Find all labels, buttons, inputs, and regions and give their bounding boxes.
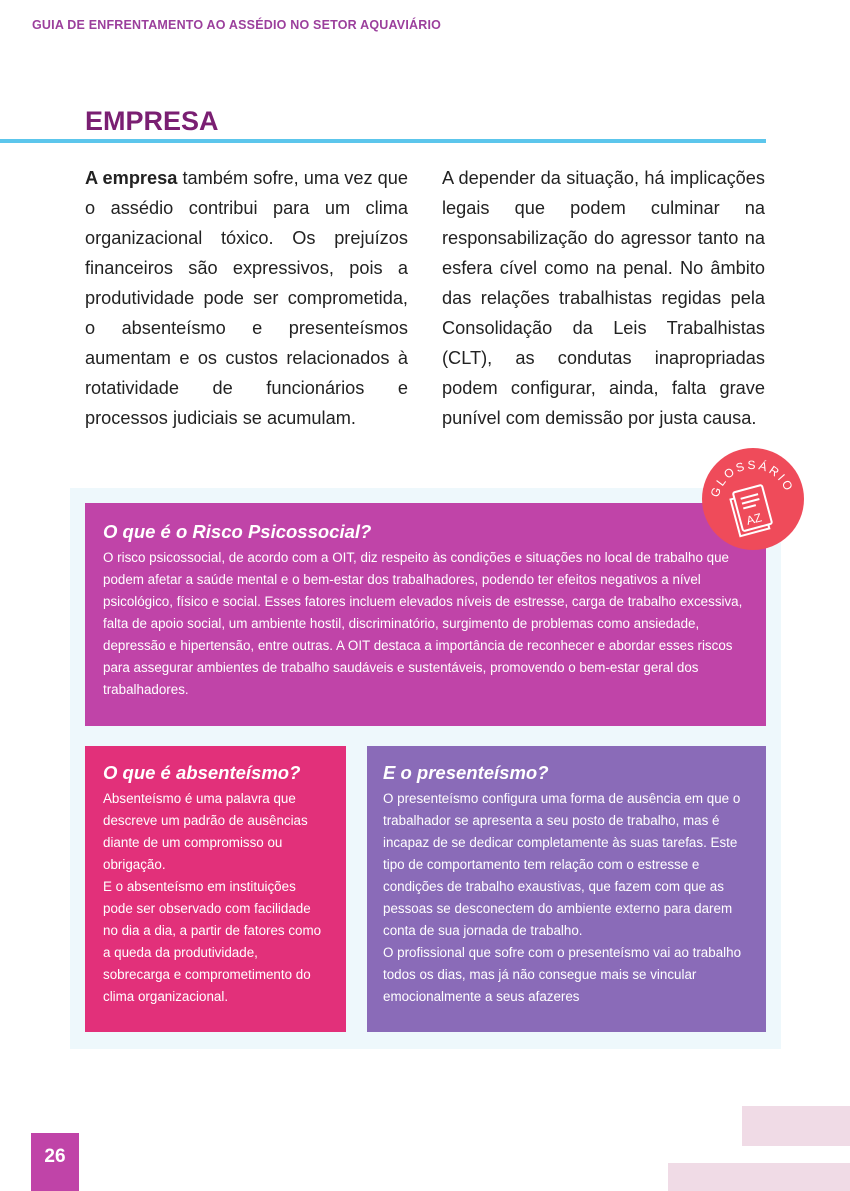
section-title: EMPRESA bbox=[85, 106, 219, 136]
page-number: 26 bbox=[31, 1133, 79, 1191]
presenteismo-box bbox=[367, 746, 766, 1032]
glossary-badge bbox=[702, 448, 804, 550]
box-text: Absenteísmo é uma palavra que descreve um padrão de ausências diante de um compromisso ou obrigação. bbox=[103, 791, 308, 872]
box-text: O profissional que sofre com o presenteísmo vai ao trabalho todos os dias, mas já não consegue mais se vincular emocionalmente a seus afazeres bbox=[383, 945, 742, 1004]
decorative-step bbox=[742, 1106, 850, 1146]
badge-label: GLOSSÁRIO bbox=[707, 457, 797, 499]
box-title: E o presenteísmo? bbox=[383, 762, 549, 783]
box-title: O que é o Risco Psicossocial? bbox=[103, 521, 372, 542]
running-header: GUIA DE ENFRENTAMENTO AO ASSÉDIO NO SETOR AQUAVIÁRIO bbox=[32, 18, 442, 32]
decorative-step bbox=[668, 1163, 850, 1191]
risco-psicossocial-box bbox=[85, 503, 766, 726]
book-icon bbox=[702, 448, 804, 550]
box-text: O presenteísmo configura uma forma de ausência em que o trabalhador se apresenta a seu posto de trabalho, mas é incapaz de se dedicar completamente às suas tarefas. Este tipo de comportamento tem relação com o estresse e condições de trabalho exaustivas, que fazem com que as pessoas se desconectem do ambiente externo para darem conta de sua jornada de trabalho. bbox=[383, 791, 741, 938]
right-column: A depender da situação, há implicações legais que podem culminar na responsabilização do agressor tanto na esfera cível como na penal. No âmbito das relações trabalhistas regidas pela Consolidação da Leis Trabalhistas (CLT), as condutas inapropriadas podem configurar, ainda, falta grave punível com demissão por justa causa. bbox=[442, 168, 765, 428]
book-letters: AZ bbox=[744, 510, 764, 528]
absenteismo-box bbox=[85, 746, 346, 1032]
left-column bbox=[85, 163, 408, 433]
box-title: O que é absenteísmo? bbox=[103, 762, 301, 783]
lead-term: A empresa bbox=[85, 168, 178, 188]
box-text: O risco psicossocial, de acordo com a OIT, diz respeito às condições e situações no local de trabalho que podem afetar a saúde mental e o bem-estar dos trabalhadores, podendo ter efeitos negativos a nível psicológico, físico e social. Esses fatores incluem elevados níveis de estresse, carga de trabalho excessiva, falta de apoio social, um ambiente hostil, discriminatório, surgimento de problemas como ansiedade, depressão e hipertensão, entre outras. A OIT destaca a importância de reconhecer e abordar esses riscos para assegurar ambientes de trabalho saudáveis e sustentáveis, promovendo o bem-estar geral dos trabalhadores. bbox=[103, 550, 743, 697]
left-text: também sofre, uma vez que o assédio contribui para um clima organizacional tóxico. Os prejuízos financeiros são expressivos, pois a produtividade pode ser comprometida, o absenteísmo e presenteísmos aumentam e os custos relacionados à rotatividade de funcionários e processos judiciais se acumulam. bbox=[85, 168, 408, 428]
title-divider bbox=[0, 139, 766, 143]
svg-text:GLOSSÁRIO bbox=[708, 457, 797, 498]
box-text: E o absenteísmo em instituições pode ser observado com facilidade no dia a dia, a partir de fatores como a queda da produtividade, sobrecarga e comprometimento do clima organizacional. bbox=[103, 879, 322, 1004]
